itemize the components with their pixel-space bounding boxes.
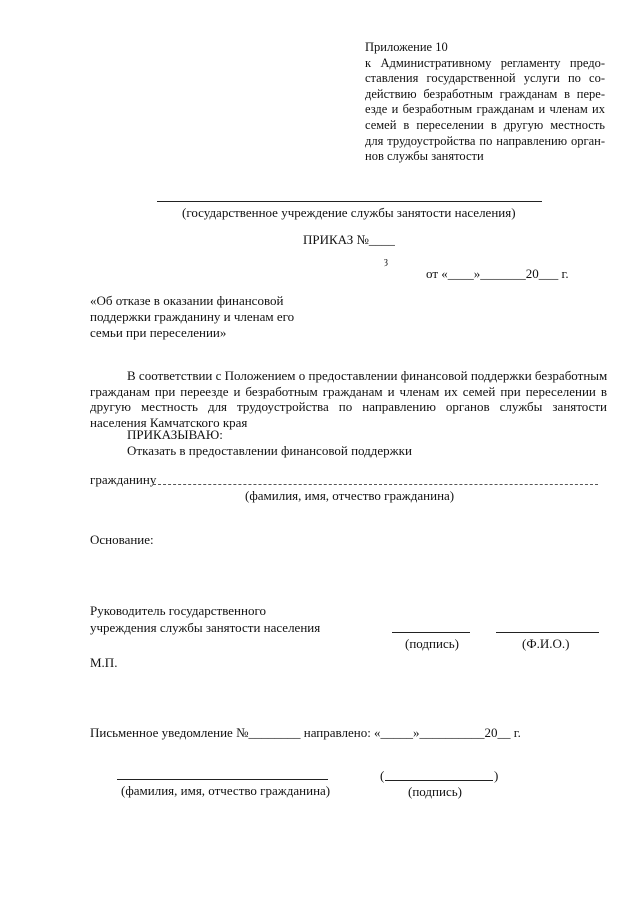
head-line: Руководитель государственного (90, 603, 266, 618)
subject-line: «Об отказе в оказании финансовой (90, 293, 284, 308)
appendix-line: семей в переселении в другую местность (365, 117, 605, 132)
order-title-text: ПРИКАЗ № (303, 232, 369, 247)
notification-signature-caption: (подпись) (408, 784, 462, 799)
basis-label: Основание: (90, 532, 154, 547)
institution-line (157, 201, 542, 202)
subject-line: семьи при переселении» (90, 325, 227, 340)
paragraph-line: другую местность для трудоустройства по направлению органов службы занятости (90, 399, 607, 415)
order-date: от «____»_______20___ г. (426, 266, 569, 281)
appendix-line: ставления государственной услуги по со- (365, 71, 605, 86)
appendix-line: к Административному регламенту предо- (365, 55, 605, 70)
fio-line (496, 632, 599, 633)
subject-line: поддержки гражданину и членам его (90, 309, 295, 324)
appendix-line: нов службы занятости (365, 149, 484, 164)
citizen-caption: (фамилия, имя, отчество гражданина) (245, 488, 455, 503)
sign-open-paren: ( (380, 768, 385, 783)
stamp-mark: М.П. (90, 655, 118, 670)
institution-caption: (государственное учреждение службы занятости населения) (182, 205, 516, 220)
notification-signature-line (385, 780, 493, 781)
signature-caption: (подпись) (405, 636, 459, 651)
order-number-blank: ____ (368, 232, 395, 247)
signature-line (392, 632, 470, 633)
appendix-line: езде и безработным гражданам и членам их (365, 102, 605, 117)
order-title (303, 232, 395, 247)
appendix-line: действию безработным гражданам в пере- (365, 86, 605, 101)
citizen-label: гражданину (90, 472, 157, 487)
recipient-caption: (фамилия, имя, отчество гражданина) (121, 783, 331, 798)
appendix-block (365, 40, 605, 165)
paragraph-line: гражданам при переезде и безработным гражданам и членам их семей при переселении в (90, 383, 607, 399)
appendix-title: Приложение 10 (365, 40, 448, 54)
fio-caption: (Ф.И.О.) (522, 636, 570, 651)
basis-paragraph (90, 368, 607, 430)
recipient-line (117, 779, 328, 780)
order-word: ПРИКАЗЫВАЮ: (127, 427, 223, 442)
paragraph-line: населения Камчатского края (90, 414, 248, 430)
sign-close-paren: ) (494, 768, 499, 783)
refuse-line: Отказать в предоставлении финансовой поддержки (127, 443, 412, 458)
citizen-fill-line (153, 484, 598, 485)
paragraph-line: В соответствии с Положением о предоставлении финансовой поддержки безработным (127, 368, 608, 383)
stray-mark: ȝ (384, 256, 388, 267)
head-line: учреждения службы занятости населения (90, 620, 321, 635)
appendix-line: для трудоустройства по направлению орган- (365, 133, 605, 148)
notification-text: Письменное уведомление №________ направлено: «_____»__________20__ г. (90, 725, 521, 740)
